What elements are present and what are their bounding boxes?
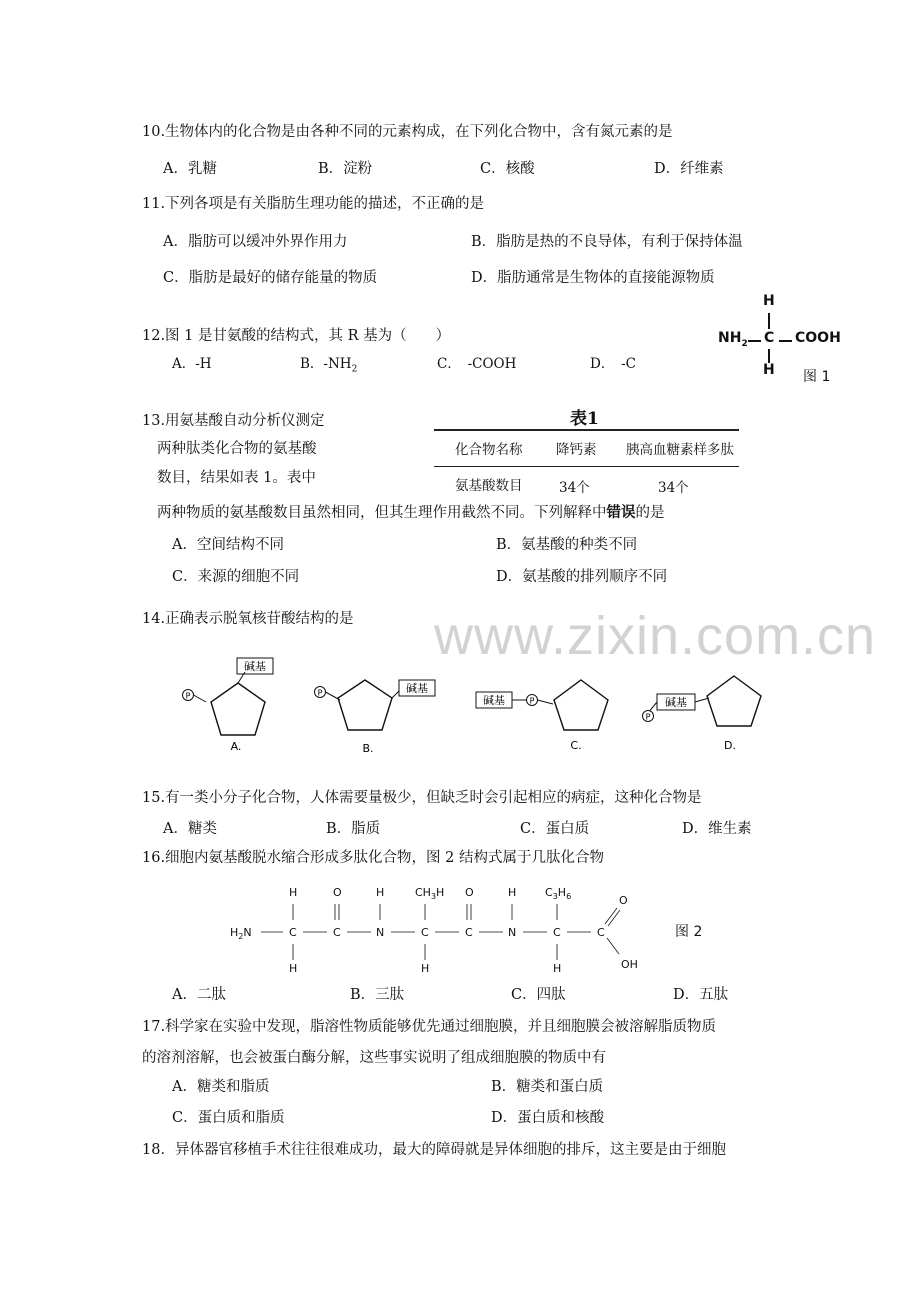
- q13-option-b: B．氨基酸的种类不同: [496, 537, 638, 553]
- svg-text:C3H6: $C_3H_6$: [545, 886, 572, 901]
- svg-text:碱基: 碱基: [483, 694, 505, 707]
- q15-option-a: A．糖类: [163, 821, 217, 837]
- q10-option-d: D．纤维素: [654, 161, 724, 177]
- q17-option-c: C．蛋白质和脂质: [172, 1110, 285, 1126]
- svg-text:CH3H: $CH_3H$: [415, 886, 445, 901]
- q11-option-a: A．脂肪可以缓冲外界作用力: [163, 234, 348, 250]
- nucleotide-c: [476, 680, 608, 752]
- watermark: www.zixin.com.cn: [434, 606, 877, 666]
- q12-option-a: A．-H: [172, 356, 212, 372]
- q15-option-c: C．蛋白质: [520, 821, 590, 837]
- q15-stem: 15.有一类小分子化合物，人体需要量极少，但缺乏时会引起相应的病症，这种化合物是: [142, 790, 702, 806]
- table1-header-calcitonin: 降钙素: [556, 442, 597, 458]
- svg-text:碱基: 碱基: [665, 696, 687, 709]
- q16-stem: 16.细胞内氨基酸脱水缩合形成多肽化合物，图 2 结构式属于几肽化合物: [142, 850, 605, 866]
- q16-option-d: D．五肽: [673, 987, 729, 1003]
- q10-stem: 10.生物体内的化合物是由各种不同的元素构成，在下列化合物中，含有氮元素的是: [142, 124, 673, 140]
- q17-stem-line2: 的溶剂溶解，也会被蛋白酶分解，这些事实说明了组成细胞膜的物质中有: [142, 1050, 606, 1066]
- q17-stem-line1: 17.科学家在实验中发现，脂溶性物质能够优先通过细胞膜，并且细胞膜会被溶解脂质物质: [142, 1019, 717, 1035]
- q12-option-b: B．$-NH_2$: [300, 356, 358, 375]
- svg-text:P: P: [529, 696, 535, 706]
- table1-mid-rule: [434, 466, 739, 467]
- q13-stem-line1: 13.用氨基酸自动分析仪测定: [142, 413, 325, 429]
- q14-stem: 14.正确表示脱氧核苷酸结构的是: [142, 611, 354, 627]
- svg-text:C: C: [597, 926, 605, 939]
- svg-text:A.: A.: [230, 740, 242, 753]
- q13-option-c: C．来源的细胞不同: [172, 569, 300, 585]
- svg-text:C: C: [333, 926, 341, 939]
- q10-option-c: C．核酸: [480, 161, 535, 177]
- svg-text:H: H: [421, 962, 430, 975]
- fig1-nh2: $NH_2$: [718, 330, 748, 349]
- svg-text:P: P: [645, 712, 651, 722]
- svg-text:H: H: [508, 886, 517, 899]
- fig1-label: 图 1: [803, 369, 831, 385]
- svg-text:H: H: [376, 886, 385, 899]
- svg-text:C: C: [465, 926, 473, 939]
- fig1-bond-right: [779, 340, 792, 342]
- svg-text:图 2: 图 2: [675, 924, 703, 940]
- fig1-h-top: H: [763, 293, 775, 309]
- q17-option-a: A．糖类和脂质: [172, 1079, 270, 1095]
- fig1-cooh: COOH: [795, 330, 841, 346]
- fig1-c: C: [764, 330, 775, 346]
- svg-text:碱基: 碱基: [244, 660, 266, 673]
- nucleotide-a: [183, 658, 274, 753]
- q15-option-d: D．维生素: [682, 821, 752, 837]
- svg-text:N: N: [376, 926, 385, 939]
- svg-text:P: P: [185, 691, 191, 701]
- q13-stem-line4: 两种物质的氨基酸数目虽然相同，但其生理作用截然不同。下列解释中错误的是: [157, 504, 665, 521]
- svg-text:C: C: [553, 926, 561, 939]
- q14-figures: [170, 650, 790, 760]
- q15-option-b: B．脂质: [326, 821, 381, 837]
- table1-cell-glp: 34个: [658, 480, 689, 496]
- q10-option-a: A．乳糖: [163, 161, 217, 177]
- svg-text:O: O: [465, 886, 474, 899]
- q11-option-d: D．脂肪通常是生物体的直接能源物质: [471, 270, 715, 286]
- q12-option-d: D． -C: [590, 356, 636, 372]
- q17-option-d: D．蛋白质和核酸: [491, 1110, 605, 1126]
- q13-stem-bold: 错误: [606, 504, 636, 521]
- q12-option-c: C． -COOH: [437, 356, 517, 372]
- svg-text:B.: B.: [362, 742, 374, 755]
- svg-text:H: H: [289, 886, 298, 899]
- q13-option-a: A．空间结构不同: [172, 537, 284, 553]
- q13-stem-line2: 两种肽类化合物的氨基酸: [157, 441, 317, 457]
- svg-text:O: O: [333, 886, 342, 899]
- svg-text:D.: D.: [724, 739, 736, 752]
- table1-top-rule: [434, 429, 739, 431]
- svg-text:H2N: $H_2N$: [230, 926, 252, 941]
- table1-cell-calcitonin: 34个: [559, 480, 590, 496]
- svg-text:C.: C.: [570, 739, 582, 752]
- fig1-bond-left: [748, 340, 761, 342]
- q17-option-b: B．糖类和蛋白质: [491, 1079, 604, 1095]
- table1-title: 表1: [570, 409, 599, 429]
- q16-option-a: A．二肽: [172, 987, 226, 1003]
- q18-stem: 18．异体器官移植手术往往很难成功，最大的障碍就是异体细胞的排斥，这主要是由于细胞: [142, 1142, 726, 1158]
- q16-option-c: C．四肽: [511, 987, 566, 1003]
- fig1-bond-bottom: [768, 349, 770, 363]
- svg-text:H: H: [553, 962, 562, 975]
- q12-stem: 12.图 1 是甘氨酸的结构式，其 R 基为（ ）: [142, 328, 451, 344]
- q16-option-b: B．三肽: [350, 987, 405, 1003]
- q11-stem: 11.下列各项是有关脂肪生理功能的描述，不正确的是: [142, 196, 485, 212]
- nucleotide-b: [315, 680, 436, 755]
- q10-option-b: B．淀粉: [318, 161, 373, 177]
- svg-text:C: C: [289, 926, 297, 939]
- table1-header-glp: 胰高血糖素样多肽: [626, 442, 734, 458]
- fig1-h-bottom: H: [763, 362, 775, 378]
- q11-option-c: C．脂肪是最好的储存能量的物质: [163, 270, 378, 286]
- q13-option-d: D．氨基酸的排列顺序不同: [496, 569, 668, 585]
- svg-text:H: H: [289, 962, 298, 975]
- svg-text:O: O: [619, 894, 628, 907]
- svg-text:OH: OH: [621, 958, 638, 971]
- q11-option-b: B．脂肪是热的不良导体，有利于保持体温: [471, 234, 743, 250]
- svg-text:C: C: [421, 926, 429, 939]
- fig1-bond-top: [768, 313, 770, 329]
- svg-text:碱基: 碱基: [406, 682, 428, 695]
- svg-text:P: P: [317, 688, 323, 698]
- table1-header-name: 化合物名称: [455, 442, 523, 458]
- svg-text:N: N: [508, 926, 517, 939]
- nucleotide-d: [643, 676, 762, 752]
- table1-row-label: 氨基酸数目: [455, 478, 523, 494]
- fig2-peptide: [225, 880, 725, 980]
- q13-stem-line3: 数目，结果如表 1。表中: [157, 470, 316, 486]
